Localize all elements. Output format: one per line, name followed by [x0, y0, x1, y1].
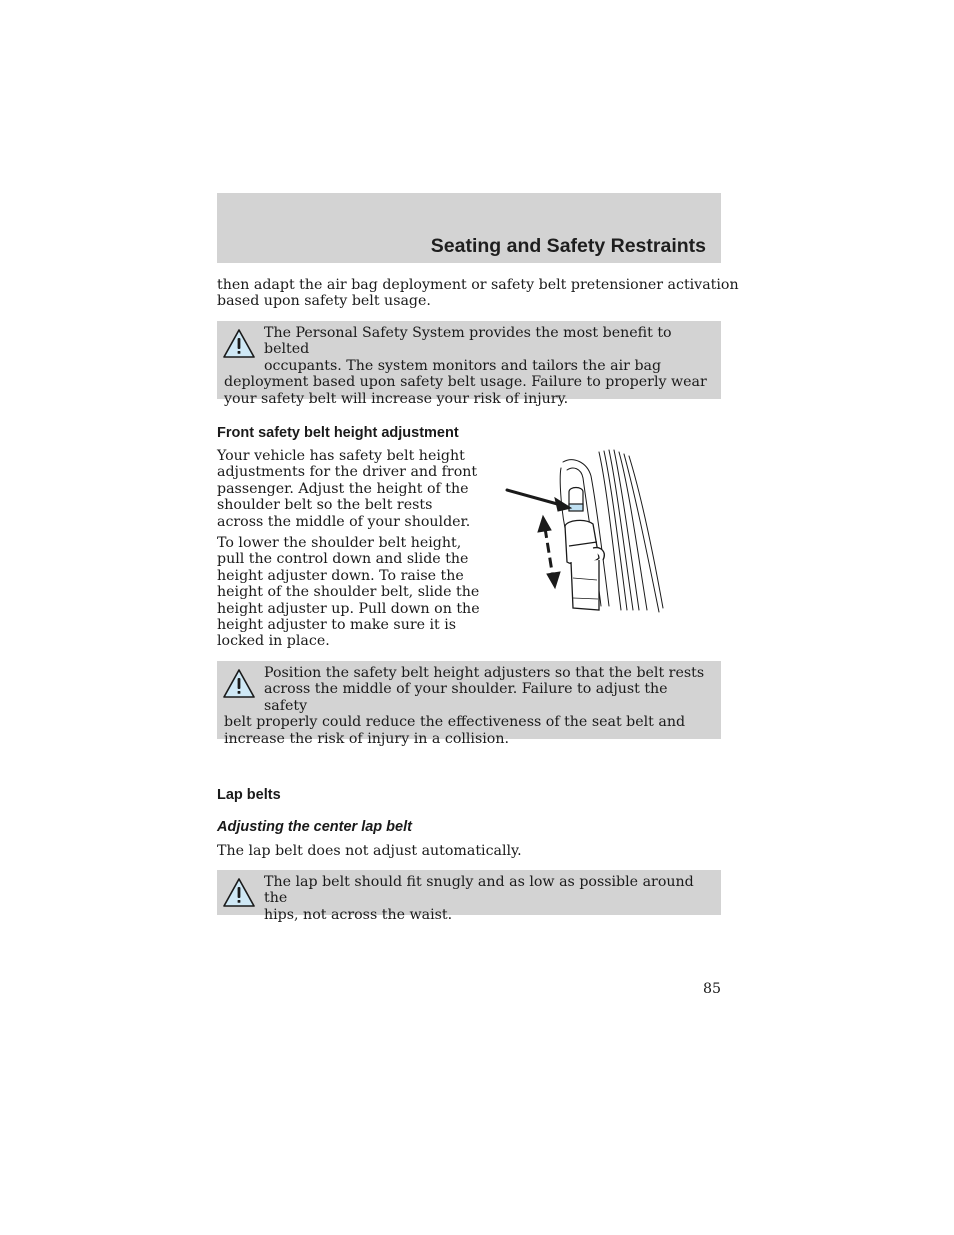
paragraph-line: passenger. Adjust the height of the	[217, 480, 469, 497]
front-belt-paragraph-2	[217, 535, 480, 650]
intro-paragraph	[217, 277, 739, 310]
intro-line: then adapt the air bag deployment or safety belt pretensioner activation	[217, 277, 739, 293]
warning-triangle-icon	[222, 667, 256, 701]
page-number: 85	[702, 981, 721, 997]
warning-text	[224, 874, 715, 923]
warning-triangle-icon	[222, 876, 256, 910]
warning-line: The lap belt should fit snugly and as low as possible around the	[264, 874, 694, 907]
warning-box	[217, 661, 721, 747]
paragraph-line: adjustments for the driver and front	[217, 464, 478, 481]
paragraph-line: pull the control down and slide the	[217, 551, 469, 568]
section-heading-lap-belts: Lap belts	[217, 787, 281, 803]
warning-line: belt properly could reduce the effectiveness of the seat belt and	[224, 714, 686, 731]
paragraph-line: height adjuster down. To raise the	[217, 567, 464, 584]
section-header-band	[217, 193, 721, 263]
warning-line: increase the risk of injury in a collision.	[224, 730, 509, 747]
warning-line: across the middle of your shoulder. Failure to adjust the safety	[264, 681, 668, 714]
lap-belt-paragraph: The lap belt does not adjust automatically.	[217, 843, 522, 859]
warning-line: The Personal Safety System provides the most benefit to belted	[264, 325, 672, 358]
warning-box	[217, 321, 721, 407]
paragraph-line: locked in place.	[217, 633, 330, 650]
warning-line: occupants. The system monitors and tailors the air bag	[264, 357, 662, 374]
subheading-center-lap-belt: Adjusting the center lap belt	[217, 819, 412, 835]
warning-line: your safety belt will increase your risk of injury.	[224, 390, 569, 407]
paragraph-line: height adjuster up. Pull down on the	[217, 600, 480, 617]
section-heading-front-belt: Front safety belt height adjustment	[217, 425, 459, 441]
warning-line: hips, not across the waist.	[264, 906, 453, 923]
warning-triangle-icon	[222, 327, 256, 361]
warning-text	[224, 665, 715, 747]
front-belt-paragraph-1	[217, 448, 477, 530]
paragraph-line: Your vehicle has safety belt height	[217, 448, 465, 464]
paragraph-line: To lower the shoulder belt height,	[217, 535, 462, 551]
paragraph-line: height adjuster to make sure it is	[217, 617, 457, 634]
warning-line: deployment based upon safety belt usage. Failure to properly wear	[224, 374, 707, 391]
warning-box	[217, 870, 721, 923]
shoulder-belt-height-adjuster-illustration	[503, 448, 665, 616]
warning-text	[224, 325, 715, 407]
warning-line: Position the safety belt height adjusters so that the belt rests	[264, 665, 705, 681]
paragraph-line: across the middle of your shoulder.	[217, 513, 471, 530]
page-title: Seating and Safety Restraints	[430, 235, 706, 257]
paragraph-line: height of the shoulder belt, slide the	[217, 584, 480, 601]
intro-line: based upon safety belt usage.	[217, 293, 431, 310]
paragraph-line: shoulder belt so the belt rests	[217, 497, 433, 514]
